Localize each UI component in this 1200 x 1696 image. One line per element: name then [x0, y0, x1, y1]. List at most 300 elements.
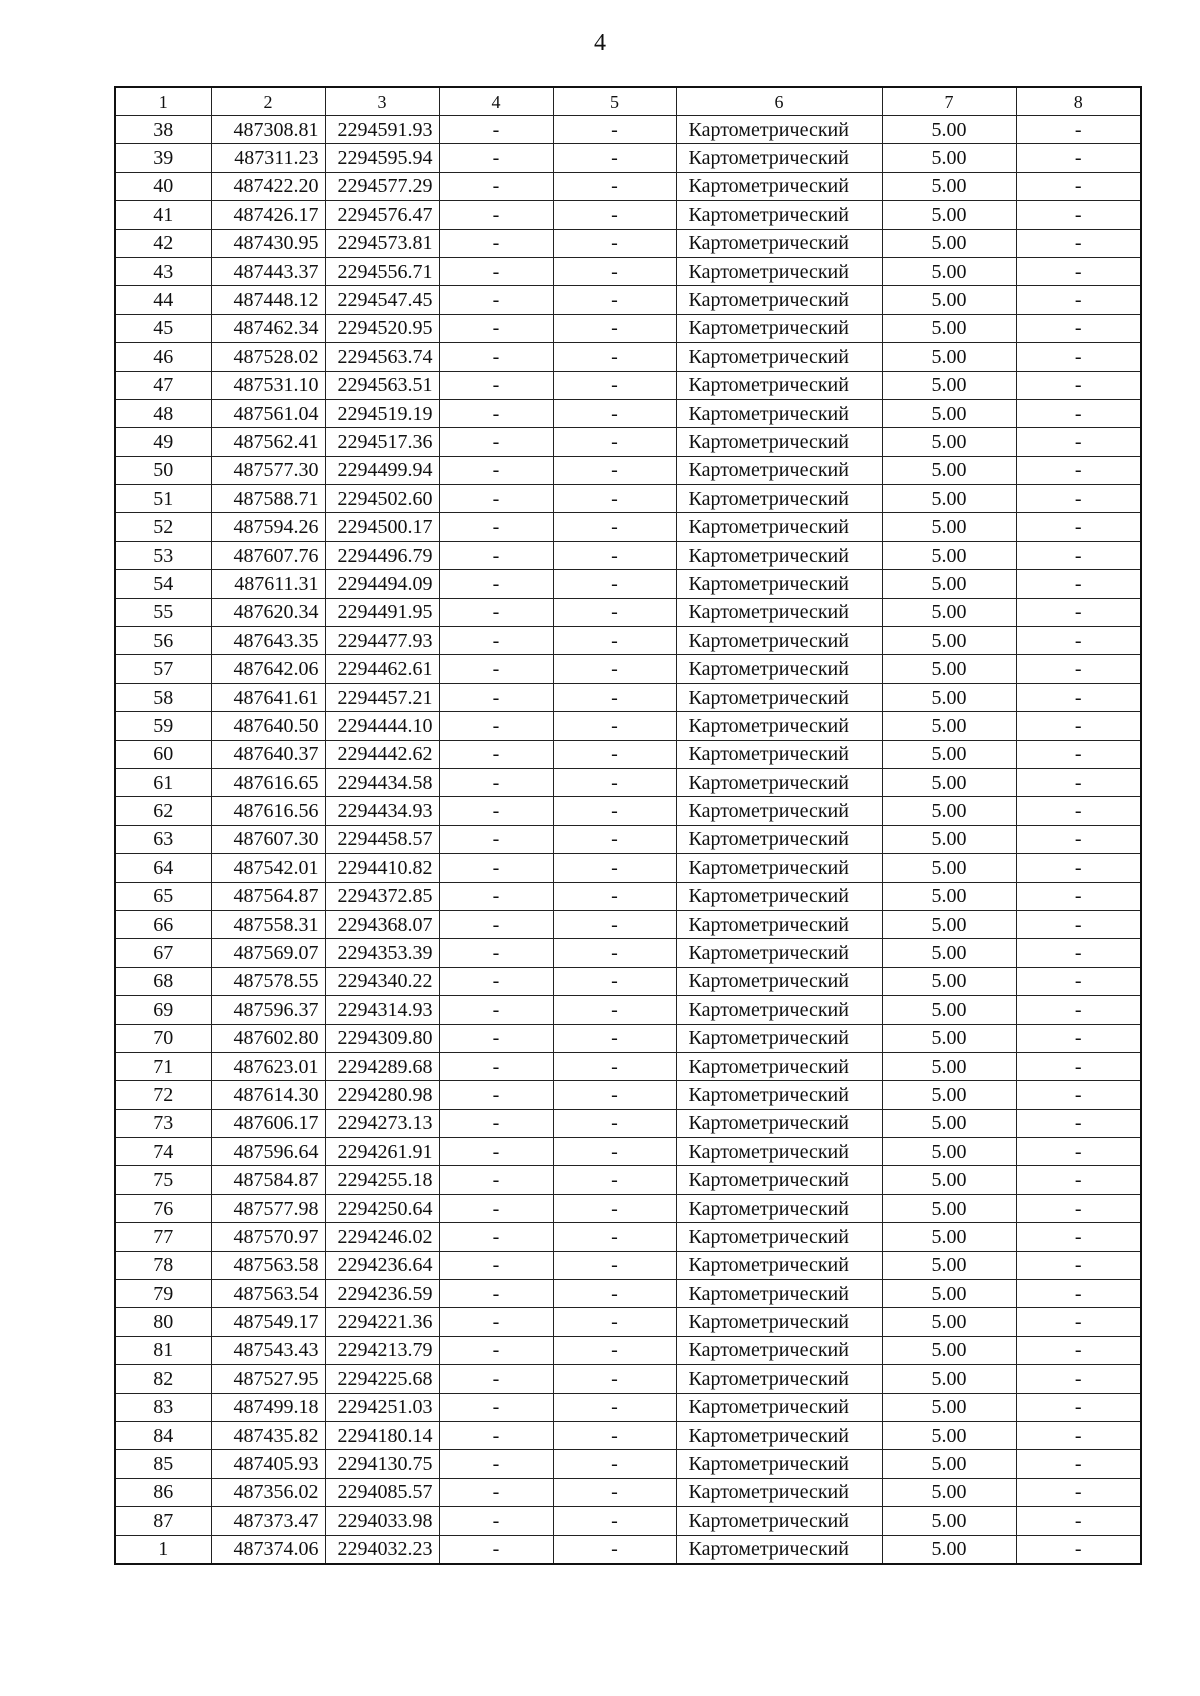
coord-y-cell: 2294573.81 — [325, 229, 439, 257]
method-cell: Картометрический — [676, 513, 882, 541]
coord-y-cell: 2294250.64 — [325, 1194, 439, 1222]
col-8-value-cell: - — [1016, 286, 1141, 314]
coord-x-cell: 487623.01 — [211, 1052, 325, 1080]
table-row — [115, 683, 1141, 711]
method-cell: Картометрический — [676, 768, 882, 796]
col-5-value-cell: - — [553, 144, 676, 172]
accuracy-cell: 5.00 — [882, 768, 1016, 796]
accuracy-cell: 5.00 — [882, 116, 1016, 144]
coord-y-cell: 2294225.68 — [325, 1365, 439, 1393]
coord-y-cell: 2294595.94 — [325, 144, 439, 172]
col-8-value-cell: - — [1016, 1393, 1141, 1421]
method-cell: Картометрический — [676, 201, 882, 229]
method-cell: Картометрический — [676, 1138, 882, 1166]
point-number-cell: 53 — [115, 541, 211, 569]
method-cell: Картометрический — [676, 712, 882, 740]
table-row — [115, 286, 1141, 314]
table-row — [115, 1024, 1141, 1052]
col-8-value-cell: - — [1016, 343, 1141, 371]
col-8-value-cell: - — [1016, 1194, 1141, 1222]
point-number-cell: 71 — [115, 1052, 211, 1080]
method-cell: Картометрический — [676, 1223, 882, 1251]
table-row — [115, 1365, 1141, 1393]
coord-x-cell: 487558.31 — [211, 910, 325, 938]
accuracy-cell: 5.00 — [882, 1251, 1016, 1279]
col-4-value-cell: - — [439, 286, 553, 314]
coord-y-cell: 2294517.36 — [325, 428, 439, 456]
col-8-value-cell: - — [1016, 371, 1141, 399]
accuracy-cell: 5.00 — [882, 1109, 1016, 1137]
table-row — [115, 1109, 1141, 1137]
col-5-value-cell: - — [553, 598, 676, 626]
col-5-value-cell: - — [553, 939, 676, 967]
coord-x-cell: 487561.04 — [211, 399, 325, 427]
col-5-value-cell: - — [553, 910, 676, 938]
accuracy-cell: 5.00 — [882, 1308, 1016, 1336]
accuracy-cell: 5.00 — [882, 910, 1016, 938]
col-4-value-cell: - — [439, 1336, 553, 1364]
col-5-value-cell: - — [553, 1223, 676, 1251]
col-4-value-cell: - — [439, 541, 553, 569]
col-4-value-cell: - — [439, 712, 553, 740]
col-5-value-cell: - — [553, 1336, 676, 1364]
method-cell: Картометрический — [676, 1308, 882, 1336]
coord-y-cell: 2294236.59 — [325, 1280, 439, 1308]
col-8-value-cell: - — [1016, 513, 1141, 541]
col-4-value-cell: - — [439, 1052, 553, 1080]
col-4-value-cell: - — [439, 939, 553, 967]
point-number-cell: 79 — [115, 1280, 211, 1308]
coord-y-cell: 2294353.39 — [325, 939, 439, 967]
method-cell: Картометрический — [676, 286, 882, 314]
table-row — [115, 485, 1141, 513]
col-4-value-cell: - — [439, 967, 553, 995]
col-4-value-cell: - — [439, 343, 553, 371]
method-cell: Картометрический — [676, 1109, 882, 1137]
table-row — [115, 144, 1141, 172]
col-5-value-cell: - — [553, 399, 676, 427]
coord-y-cell: 2294577.29 — [325, 172, 439, 200]
col-4-value-cell: - — [439, 513, 553, 541]
col-8-value-cell: - — [1016, 655, 1141, 683]
method-cell: Картометрический — [676, 1336, 882, 1364]
accuracy-cell: 5.00 — [882, 1081, 1016, 1109]
accuracy-cell: 5.00 — [882, 399, 1016, 427]
coord-x-cell: 487356.02 — [211, 1478, 325, 1506]
accuracy-cell: 5.00 — [882, 1507, 1016, 1535]
accuracy-cell: 5.00 — [882, 1166, 1016, 1194]
method-cell: Картометрический — [676, 570, 882, 598]
table-row — [115, 1507, 1141, 1535]
point-number-cell: 46 — [115, 343, 211, 371]
coord-y-cell: 2294502.60 — [325, 485, 439, 513]
col-4-value-cell: - — [439, 910, 553, 938]
col-5-value-cell: - — [553, 229, 676, 257]
table-row — [115, 456, 1141, 484]
accuracy-cell: 5.00 — [882, 939, 1016, 967]
col-5-value-cell: - — [553, 627, 676, 655]
col-4-value-cell: - — [439, 1280, 553, 1308]
table-row — [115, 1138, 1141, 1166]
col-5-value-cell: - — [553, 712, 676, 740]
coord-y-cell: 2294309.80 — [325, 1024, 439, 1052]
col-4-value-cell: - — [439, 740, 553, 768]
col-8-value-cell: - — [1016, 1024, 1141, 1052]
col-5-value-cell: - — [553, 541, 676, 569]
point-number-cell: 60 — [115, 740, 211, 768]
coord-y-cell: 2294496.79 — [325, 541, 439, 569]
col-8-value-cell: - — [1016, 1478, 1141, 1506]
coord-x-cell: 487311.23 — [211, 144, 325, 172]
method-cell: Картометрический — [676, 996, 882, 1024]
method-cell: Картометрический — [676, 797, 882, 825]
col-5-value-cell: - — [553, 1507, 676, 1535]
method-cell: Картометрический — [676, 740, 882, 768]
accuracy-cell: 5.00 — [882, 1421, 1016, 1449]
method-cell: Картометрический — [676, 144, 882, 172]
coord-x-cell: 487543.43 — [211, 1336, 325, 1364]
col-4-value-cell: - — [439, 144, 553, 172]
accuracy-cell: 5.00 — [882, 513, 1016, 541]
col-5-value-cell: - — [553, 456, 676, 484]
col-4-value-cell: - — [439, 201, 553, 229]
table-row — [115, 116, 1141, 144]
coord-x-cell: 487607.76 — [211, 541, 325, 569]
col-5-value-cell: - — [553, 257, 676, 285]
method-cell: Картометрический — [676, 655, 882, 683]
col-8-value-cell: - — [1016, 1081, 1141, 1109]
col-4-value-cell: - — [439, 428, 553, 456]
column-header: 2 — [211, 87, 325, 116]
coord-x-cell: 487640.50 — [211, 712, 325, 740]
point-number-cell: 1 — [115, 1535, 211, 1564]
coord-x-cell: 487435.82 — [211, 1421, 325, 1449]
col-5-value-cell: - — [553, 996, 676, 1024]
col-5-value-cell: - — [553, 513, 676, 541]
col-8-value-cell: - — [1016, 854, 1141, 882]
col-4-value-cell: - — [439, 1535, 553, 1564]
coord-x-cell: 487616.65 — [211, 768, 325, 796]
coord-y-cell: 2294368.07 — [325, 910, 439, 938]
coord-x-cell: 487499.18 — [211, 1393, 325, 1421]
coord-y-cell: 2294085.57 — [325, 1478, 439, 1506]
point-number-cell: 86 — [115, 1478, 211, 1506]
method-cell: Картометрический — [676, 1024, 882, 1052]
accuracy-cell: 5.00 — [882, 655, 1016, 683]
col-8-value-cell: - — [1016, 996, 1141, 1024]
table-row — [115, 996, 1141, 1024]
coord-y-cell: 2294457.21 — [325, 683, 439, 711]
col-8-value-cell: - — [1016, 825, 1141, 853]
coord-y-cell: 2294434.58 — [325, 768, 439, 796]
accuracy-cell: 5.00 — [882, 1336, 1016, 1364]
col-5-value-cell: - — [553, 655, 676, 683]
method-cell: Картометрический — [676, 1507, 882, 1535]
col-8-value-cell: - — [1016, 712, 1141, 740]
col-4-value-cell: - — [439, 1251, 553, 1279]
accuracy-cell: 5.00 — [882, 797, 1016, 825]
coord-x-cell: 487527.95 — [211, 1365, 325, 1393]
table-row — [115, 314, 1141, 342]
coord-x-cell: 487642.06 — [211, 655, 325, 683]
coord-x-cell: 487528.02 — [211, 343, 325, 371]
table-row — [115, 1393, 1141, 1421]
accuracy-cell: 5.00 — [882, 1194, 1016, 1222]
method-cell: Картометрический — [676, 683, 882, 711]
point-number-cell: 80 — [115, 1308, 211, 1336]
col-4-value-cell: - — [439, 1138, 553, 1166]
table-body — [115, 87, 1141, 1564]
accuracy-cell: 5.00 — [882, 1535, 1016, 1564]
column-header: 7 — [882, 87, 1016, 116]
col-5-value-cell: - — [553, 570, 676, 598]
accuracy-cell: 5.00 — [882, 1138, 1016, 1166]
table-row — [115, 910, 1141, 938]
point-number-cell: 50 — [115, 456, 211, 484]
accuracy-cell: 5.00 — [882, 371, 1016, 399]
accuracy-cell: 5.00 — [882, 541, 1016, 569]
table-row — [115, 541, 1141, 569]
col-5-value-cell: - — [553, 343, 676, 371]
coord-x-cell: 487308.81 — [211, 116, 325, 144]
table-row — [115, 598, 1141, 626]
coord-y-cell: 2294032.23 — [325, 1535, 439, 1564]
col-5-value-cell: - — [553, 1081, 676, 1109]
coord-x-cell: 487596.37 — [211, 996, 325, 1024]
point-number-cell: 40 — [115, 172, 211, 200]
col-4-value-cell: - — [439, 456, 553, 484]
method-cell: Картометрический — [676, 343, 882, 371]
coord-x-cell: 487584.87 — [211, 1166, 325, 1194]
table-row — [115, 967, 1141, 995]
method-cell: Картометрический — [676, 1081, 882, 1109]
col-8-value-cell: - — [1016, 1507, 1141, 1535]
page-number: 4 — [594, 30, 606, 56]
col-4-value-cell: - — [439, 1365, 553, 1393]
col-8-value-cell: - — [1016, 598, 1141, 626]
accuracy-cell: 5.00 — [882, 996, 1016, 1024]
col-5-value-cell: - — [553, 1421, 676, 1449]
col-8-value-cell: - — [1016, 1450, 1141, 1478]
point-number-cell: 62 — [115, 797, 211, 825]
col-5-value-cell: - — [553, 1365, 676, 1393]
col-8-value-cell: - — [1016, 116, 1141, 144]
accuracy-cell: 5.00 — [882, 229, 1016, 257]
point-number-cell: 63 — [115, 825, 211, 853]
col-5-value-cell: - — [553, 1024, 676, 1052]
col-8-value-cell: - — [1016, 257, 1141, 285]
coord-y-cell: 2294494.09 — [325, 570, 439, 598]
method-cell: Картометрический — [676, 1365, 882, 1393]
col-8-value-cell: - — [1016, 1166, 1141, 1194]
col-5-value-cell: - — [553, 428, 676, 456]
point-number-cell: 47 — [115, 371, 211, 399]
col-5-value-cell: - — [553, 768, 676, 796]
point-number-cell: 73 — [115, 1109, 211, 1137]
coord-y-cell: 2294500.17 — [325, 513, 439, 541]
method-cell: Картометрический — [676, 371, 882, 399]
coord-y-cell: 2294477.93 — [325, 627, 439, 655]
col-8-value-cell: - — [1016, 1336, 1141, 1364]
coord-y-cell: 2294519.19 — [325, 399, 439, 427]
table-row — [115, 1280, 1141, 1308]
col-8-value-cell: - — [1016, 570, 1141, 598]
col-4-value-cell: - — [439, 996, 553, 1024]
column-header: 6 — [676, 87, 882, 116]
coord-x-cell: 487602.80 — [211, 1024, 325, 1052]
method-cell: Картометрический — [676, 485, 882, 513]
table-row — [115, 1081, 1141, 1109]
method-cell: Картометрический — [676, 1280, 882, 1308]
coord-y-cell: 2294236.64 — [325, 1251, 439, 1279]
coord-x-cell: 487564.87 — [211, 882, 325, 910]
table-row — [115, 825, 1141, 853]
point-number-cell: 59 — [115, 712, 211, 740]
coord-x-cell: 487563.54 — [211, 1280, 325, 1308]
col-4-value-cell: - — [439, 257, 553, 285]
col-4-value-cell: - — [439, 1308, 553, 1336]
coord-y-cell: 2294442.62 — [325, 740, 439, 768]
point-number-cell: 41 — [115, 201, 211, 229]
coord-y-cell: 2294563.51 — [325, 371, 439, 399]
col-4-value-cell: - — [439, 683, 553, 711]
accuracy-cell: 5.00 — [882, 343, 1016, 371]
col-4-value-cell: - — [439, 1109, 553, 1137]
table-row — [115, 1336, 1141, 1364]
accuracy-cell: 5.00 — [882, 257, 1016, 285]
table-row — [115, 1166, 1141, 1194]
method-cell: Картометрический — [676, 1478, 882, 1506]
col-4-value-cell: - — [439, 485, 553, 513]
accuracy-cell: 5.00 — [882, 286, 1016, 314]
table-row — [115, 882, 1141, 910]
col-8-value-cell: - — [1016, 683, 1141, 711]
point-number-cell: 48 — [115, 399, 211, 427]
col-8-value-cell: - — [1016, 1052, 1141, 1080]
table-row — [115, 1421, 1141, 1449]
col-5-value-cell: - — [553, 201, 676, 229]
col-8-value-cell: - — [1016, 740, 1141, 768]
point-number-cell: 61 — [115, 768, 211, 796]
col-5-value-cell: - — [553, 797, 676, 825]
col-8-value-cell: - — [1016, 1251, 1141, 1279]
table-row — [115, 1308, 1141, 1336]
col-5-value-cell: - — [553, 1393, 676, 1421]
coord-y-cell: 2294434.93 — [325, 797, 439, 825]
accuracy-cell: 5.00 — [882, 712, 1016, 740]
coord-y-cell: 2294556.71 — [325, 257, 439, 285]
method-cell: Картометрический — [676, 910, 882, 938]
method-cell: Картометрический — [676, 456, 882, 484]
col-5-value-cell: - — [553, 172, 676, 200]
point-number-cell: 49 — [115, 428, 211, 456]
col-4-value-cell: - — [439, 1081, 553, 1109]
point-number-cell: 85 — [115, 1450, 211, 1478]
col-4-value-cell: - — [439, 1024, 553, 1052]
coord-y-cell: 2294251.03 — [325, 1393, 439, 1421]
coord-y-cell: 2294246.02 — [325, 1223, 439, 1251]
method-cell: Картометрический — [676, 1251, 882, 1279]
coord-y-cell: 2294273.13 — [325, 1109, 439, 1137]
method-cell: Картометрический — [676, 967, 882, 995]
col-5-value-cell: - — [553, 1194, 676, 1222]
col-8-value-cell: - — [1016, 1308, 1141, 1336]
col-4-value-cell: - — [439, 854, 553, 882]
col-4-value-cell: - — [439, 598, 553, 626]
col-4-value-cell: - — [439, 1421, 553, 1449]
col-5-value-cell: - — [553, 286, 676, 314]
coord-x-cell: 487594.26 — [211, 513, 325, 541]
col-4-value-cell: - — [439, 1507, 553, 1535]
col-8-value-cell: - — [1016, 797, 1141, 825]
table-row — [115, 229, 1141, 257]
coord-x-cell: 487462.34 — [211, 314, 325, 342]
header-row — [115, 87, 1141, 116]
point-number-cell: 84 — [115, 1421, 211, 1449]
coord-y-cell: 2294410.82 — [325, 854, 439, 882]
point-number-cell: 65 — [115, 882, 211, 910]
col-8-value-cell: - — [1016, 627, 1141, 655]
coord-y-cell: 2294372.85 — [325, 882, 439, 910]
coord-y-cell: 2294340.22 — [325, 967, 439, 995]
col-5-value-cell: - — [553, 683, 676, 711]
coord-y-cell: 2294491.95 — [325, 598, 439, 626]
col-5-value-cell: - — [553, 854, 676, 882]
method-cell: Картометрический — [676, 257, 882, 285]
col-4-value-cell: - — [439, 570, 553, 598]
coord-x-cell: 487643.35 — [211, 627, 325, 655]
accuracy-cell: 5.00 — [882, 1223, 1016, 1251]
point-number-cell: 38 — [115, 116, 211, 144]
coord-x-cell: 487542.01 — [211, 854, 325, 882]
method-cell: Картометрический — [676, 428, 882, 456]
column-header: 1 — [115, 87, 211, 116]
coord-x-cell: 487430.95 — [211, 229, 325, 257]
col-4-value-cell: - — [439, 371, 553, 399]
coord-y-cell: 2294221.36 — [325, 1308, 439, 1336]
accuracy-cell: 5.00 — [882, 1478, 1016, 1506]
table-row — [115, 1194, 1141, 1222]
method-cell: Картометрический — [676, 172, 882, 200]
col-8-value-cell: - — [1016, 768, 1141, 796]
point-number-cell: 81 — [115, 1336, 211, 1364]
col-4-value-cell: - — [439, 399, 553, 427]
coord-x-cell: 487374.06 — [211, 1535, 325, 1564]
accuracy-cell: 5.00 — [882, 201, 1016, 229]
coord-x-cell: 487562.41 — [211, 428, 325, 456]
accuracy-cell: 5.00 — [882, 570, 1016, 598]
col-5-value-cell: - — [553, 1308, 676, 1336]
point-number-cell: 87 — [115, 1507, 211, 1535]
col-5-value-cell: - — [553, 1478, 676, 1506]
coord-x-cell: 487620.34 — [211, 598, 325, 626]
col-5-value-cell: - — [553, 882, 676, 910]
coord-x-cell: 487578.55 — [211, 967, 325, 995]
accuracy-cell: 5.00 — [882, 825, 1016, 853]
coord-x-cell: 487616.56 — [211, 797, 325, 825]
col-4-value-cell: - — [439, 314, 553, 342]
accuracy-cell: 5.00 — [882, 627, 1016, 655]
point-number-cell: 67 — [115, 939, 211, 967]
coord-x-cell: 487570.97 — [211, 1223, 325, 1251]
point-number-cell: 75 — [115, 1166, 211, 1194]
point-number-cell: 57 — [115, 655, 211, 683]
point-number-cell: 64 — [115, 854, 211, 882]
coord-x-cell: 487443.37 — [211, 257, 325, 285]
point-number-cell: 39 — [115, 144, 211, 172]
point-number-cell: 51 — [115, 485, 211, 513]
method-cell: Картометрический — [676, 1052, 882, 1080]
